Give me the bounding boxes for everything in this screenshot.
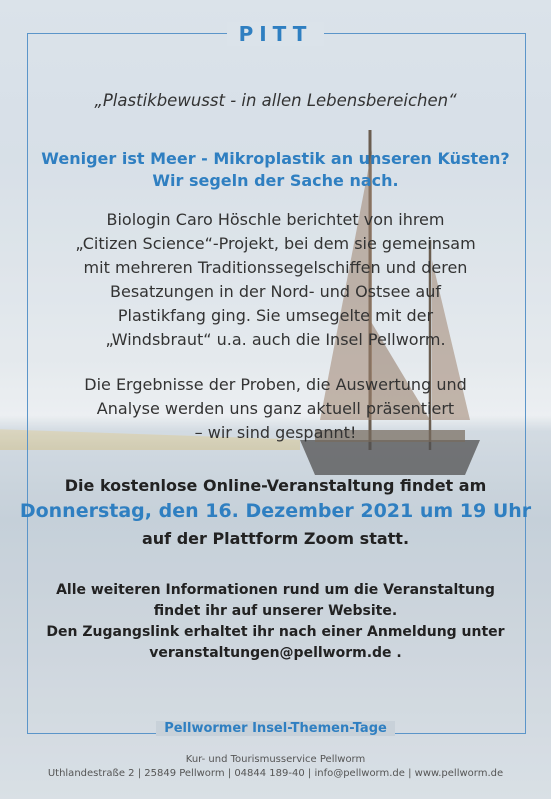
text-line: „Windsbraut“ u.a. auch die Insel Pellworm. <box>105 330 446 349</box>
text-line: findet ihr auf unserer Website. <box>153 603 398 619</box>
event-platform: auf der Plattform Zoom statt. <box>141 529 410 548</box>
footer-org: Kur- und Tourismusservice Pellworm <box>185 754 366 765</box>
headline-line: Wir segeln der Sache nach. <box>152 171 399 190</box>
registration-email-link[interactable]: veranstaltungen@pellworm.de . <box>149 645 402 661</box>
page-title: PITT <box>227 22 325 46</box>
footer-contact: Uthlandestraße 2 | 25849 Pellworm | 04844 189-40 | info@pellworm.de | www.pellworm.de <box>47 768 504 779</box>
text-line: Alle weiteren Informationen rund um die Veranstaltung <box>56 582 495 598</box>
brand-name: Pellwormer Insel-Themen-Tage <box>156 721 395 736</box>
text-line: Plastikfang ging. Sie umsegelte mit der <box>117 306 434 325</box>
text-line: Biologin Caro Höschle berichtet von ihrem <box>106 210 445 229</box>
text-line: „Citizen Science“-Projekt, bei dem sie gemeinsam <box>75 234 476 253</box>
text-line: – wir sind gespannt! <box>194 423 357 442</box>
event-intro: Die kostenlose Online-Veranstaltung findet am <box>64 476 487 495</box>
text-line: Die Ergebnisse der Proben, die Auswertung und <box>84 375 467 394</box>
event-date: Donnerstag, den 16. Dezember 2021 um 19 Uhr <box>19 500 532 522</box>
text-line: mit mehreren Traditionssegelschiffen und deren <box>83 258 468 277</box>
title-block <box>0 22 551 46</box>
text-line: Analyse werden uns ganz aktuell präsentiert <box>96 399 455 418</box>
results-paragraph <box>0 373 551 445</box>
description-paragraph <box>0 208 551 352</box>
info-paragraph <box>0 580 551 664</box>
footer-brand <box>0 721 551 736</box>
text-line: Den Zugangslink erhaltet ihr nach einer Anmeldung unter <box>46 624 505 640</box>
motto-quote: „Plastikbewusst - in allen Lebensbereichen“ <box>94 91 457 110</box>
headline-line: Weniger ist Meer - Mikroplastik an unseren Küsten? <box>41 149 510 168</box>
text-line: Besatzungen in der Nord- und Ostsee auf <box>110 282 441 301</box>
headline <box>0 148 551 192</box>
